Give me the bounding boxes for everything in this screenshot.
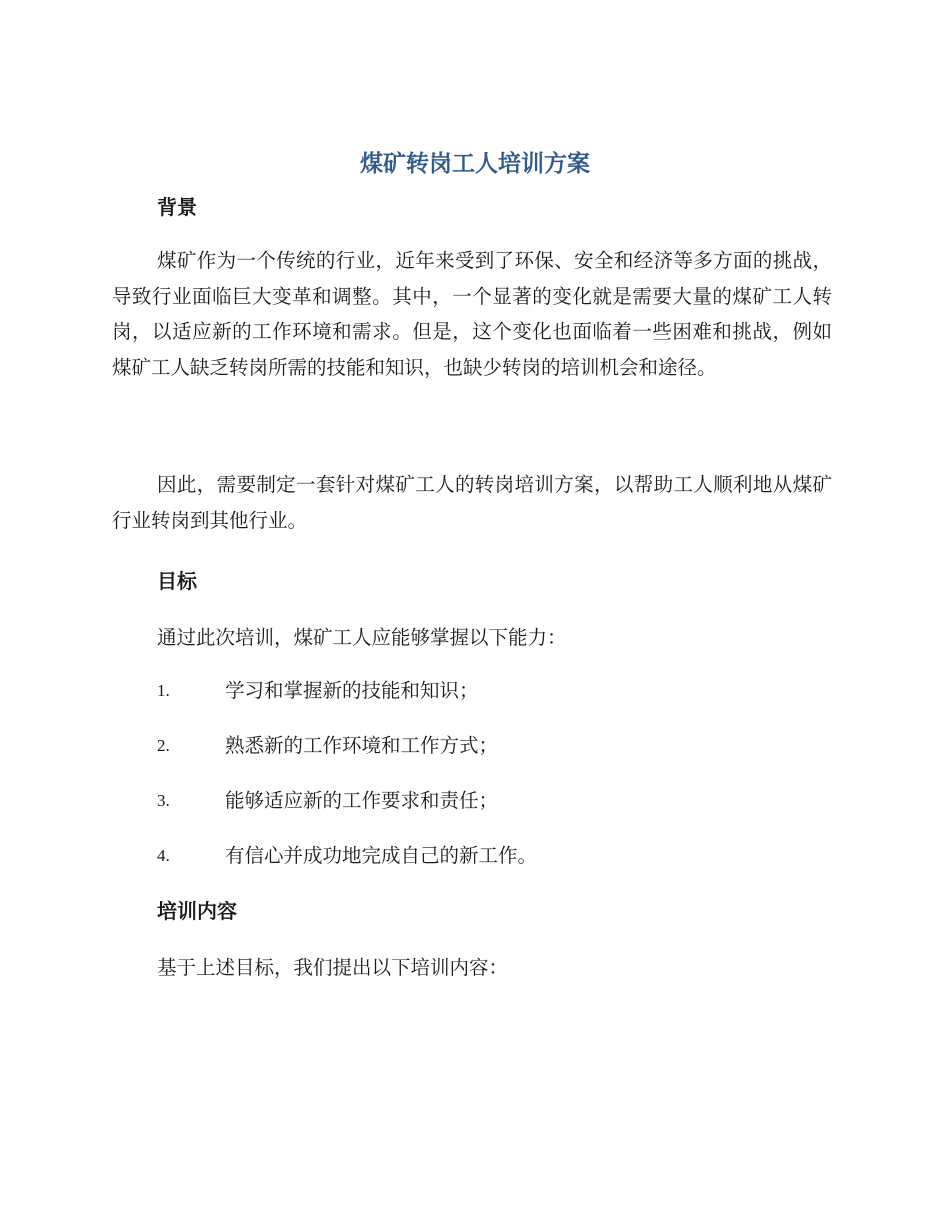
list-number: 1. <box>157 681 170 700</box>
training-content-intro: 基于上述目标，我们提出以下培训内容： <box>157 956 509 979</box>
goal-list-item <box>157 786 837 816</box>
list-text: 有信心并成功地完成自己的新工作。 <box>225 844 538 867</box>
list-number: 2. <box>157 736 170 755</box>
goals-intro: 通过此次培训，煤矿工人应能够掌握以下能力： <box>157 626 567 649</box>
list-text: 能够适应新的工作要求和责任； <box>225 789 499 812</box>
list-number: 4. <box>157 846 170 865</box>
goal-list-item <box>157 841 837 871</box>
list-text: 熟悉新的工作环境和工作方式； <box>225 734 499 757</box>
list-number: 3. <box>157 791 170 810</box>
document-title: 煤矿转岗工人培训方案 <box>360 151 590 177</box>
list-text: 学习和掌握新的技能和知识； <box>225 679 479 702</box>
background-paragraph-1: 煤矿作为一个传统的行业，近年来受到了环保、安全和经济等多方面的挑战，导致行业面临巨大变革和调整。其中，一个显著的变化就是需要大量的煤矿工人转岗，以适应新的工作环境和需求。但是，这个变化也面临着一些困难和挑战，例如煤矿工人缺乏转岗所需的技能和知识，也缺少转岗的培训机会和途径。 <box>112 249 832 379</box>
section-heading-goals: 目标 <box>157 569 197 593</box>
background-paragraph-2: 因此，需要制定一套针对煤矿工人的转岗培训方案，以帮助工人顺利地从煤矿行业转岗到其他行业。 <box>112 473 832 532</box>
goal-list-item <box>157 731 837 761</box>
goal-list-item <box>157 676 837 706</box>
section-heading-background: 背景 <box>157 195 197 219</box>
section-heading-training-content: 培训内容 <box>157 899 237 923</box>
